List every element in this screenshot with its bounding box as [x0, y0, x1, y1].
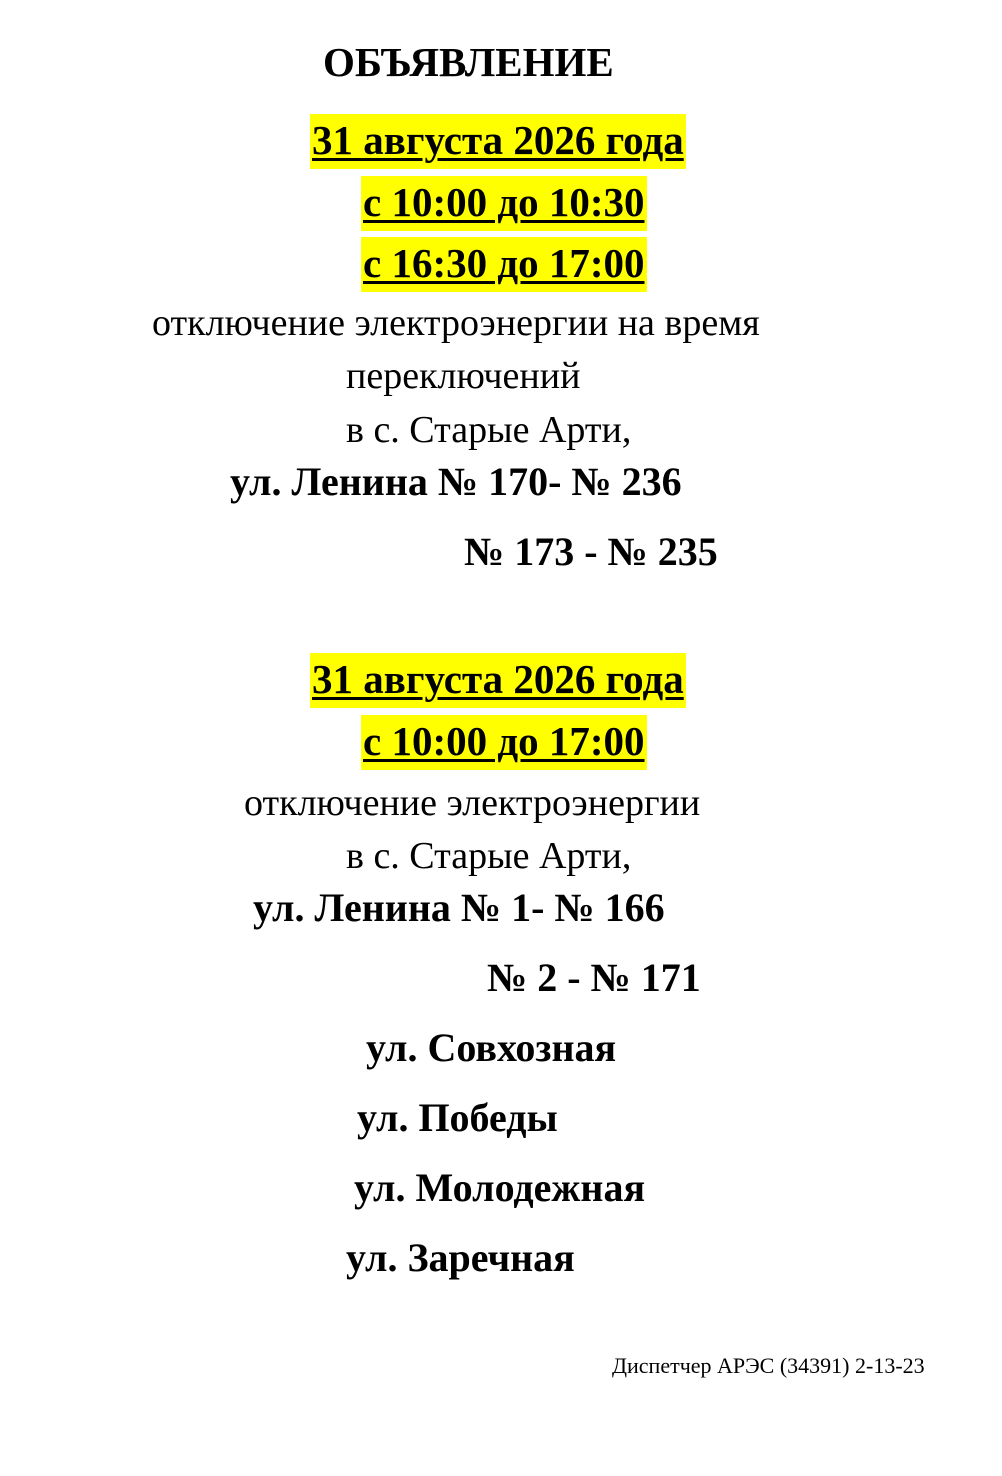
- block1-street-range: ул. Ленина № 170- № 236: [230, 459, 682, 504]
- announcement-title: ОБЪЯВЛЕНИЕ: [323, 39, 614, 85]
- block2-location: в с. Старые Арти,: [346, 835, 632, 877]
- street-pobedy: ул. Победы: [357, 1095, 558, 1140]
- dispatcher-contact: Диспетчер АРЭС (34391) 2-13-23: [612, 1353, 925, 1378]
- block1-location: в с. Старые Арти,: [346, 409, 632, 451]
- block1-date: 31 августа 2026 года: [310, 114, 686, 169]
- block2-description: отключение электроэнергии: [244, 782, 701, 824]
- block1-description-line2: переключений: [346, 355, 581, 397]
- block2-time: с 10:00 до 17:00: [361, 715, 647, 770]
- block1-house-range-2: № 173 - № 235: [464, 529, 718, 574]
- block1-time-1: с 10:00 до 10:30: [361, 176, 647, 231]
- street-sovkhoznaya: ул. Совхозная: [366, 1025, 617, 1070]
- block2-house-range-2: № 2 - № 171: [487, 955, 701, 1000]
- block2-date: 31 августа 2026 года: [310, 653, 686, 708]
- street-zarechnaya: ул. Заречная: [346, 1235, 575, 1280]
- street-molodezhnaya: ул. Молодежная: [354, 1165, 646, 1210]
- block1-description-line1: отключение электроэнергии на время: [152, 302, 760, 344]
- block2-street-range: ул. Ленина № 1- № 166: [253, 885, 665, 930]
- block1-time-2: с 16:30 до 17:00: [361, 237, 647, 292]
